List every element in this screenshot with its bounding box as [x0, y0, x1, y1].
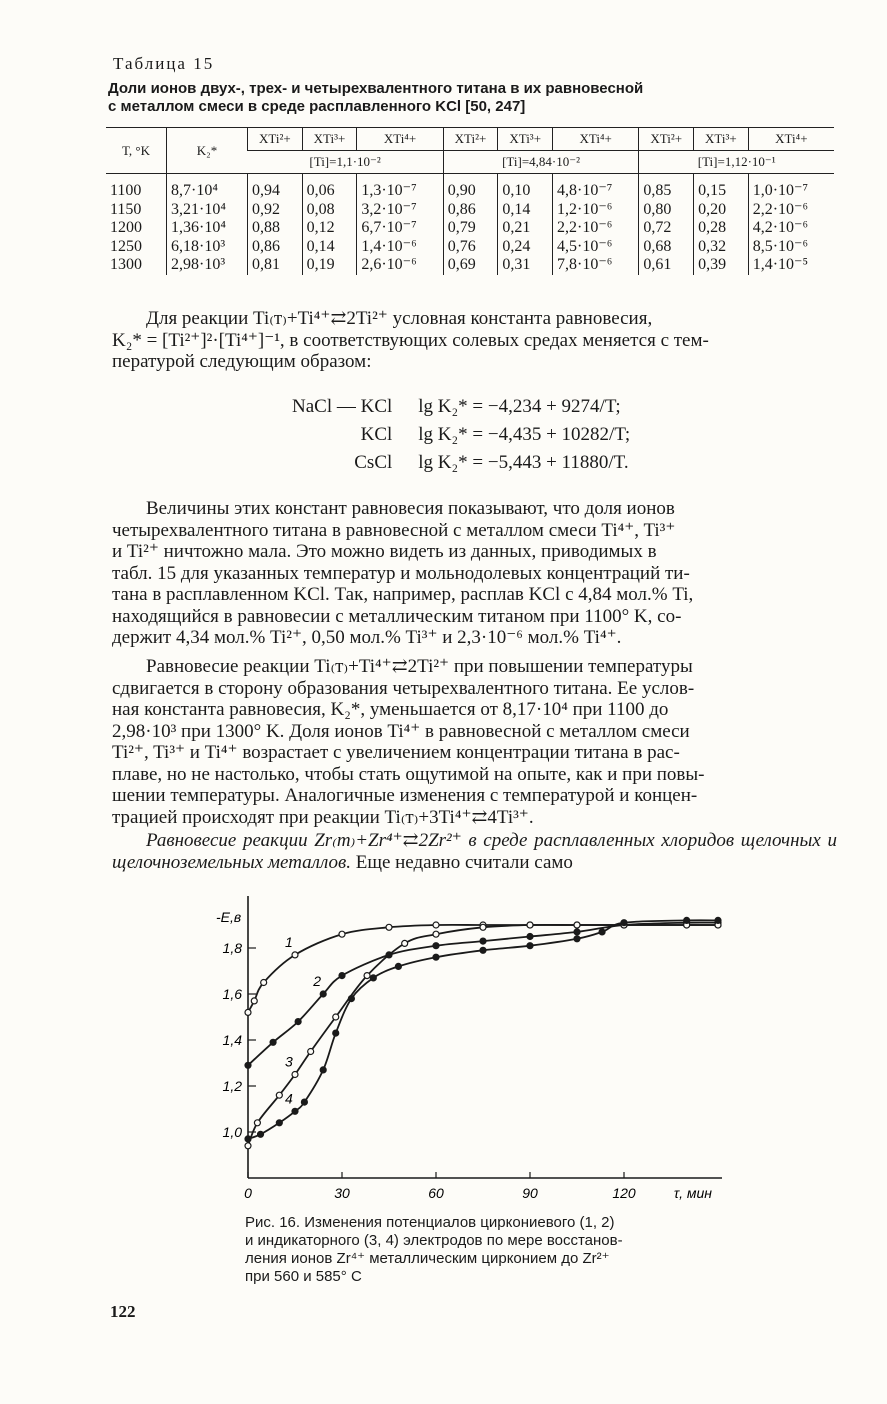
text-line: пературой следующим образом:: [112, 351, 372, 372]
table-cell: 0,80: [643, 200, 672, 218]
y-tick-label: 1,4: [222, 1032, 242, 1048]
equations: [290, 392, 648, 478]
column-header: XTi²+: [639, 128, 694, 151]
data-table: [106, 127, 834, 275]
equation: lg K₂* = −5,443 + 11880/T.: [418, 452, 629, 473]
x-tick-label: 60: [428, 1185, 444, 1201]
data-point: [527, 943, 533, 949]
text-line: плаве, но не настолько, чтобы стать ощутимой на опыте, как и при повы-: [112, 763, 705, 785]
data-point: [295, 1019, 301, 1025]
series-line-3: [248, 925, 718, 1146]
table-cell: 6,7·10⁻⁷: [361, 219, 417, 236]
table-cell: 1300: [110, 256, 142, 273]
series-label-4: 4: [285, 1090, 293, 1107]
x-tick-label: 120: [612, 1185, 636, 1201]
table-cell: 0,39: [698, 256, 727, 273]
data-point: [348, 996, 354, 1002]
x-tick-label: 30: [334, 1185, 350, 1201]
table-cell: 0,28: [698, 219, 727, 236]
table-cell: 1,36·10⁴: [171, 219, 226, 236]
table-cell: 2,98·10³: [171, 256, 226, 273]
data-point: [480, 924, 486, 930]
x-tick-label: 90: [522, 1185, 538, 1201]
table-column-values: [357, 174, 443, 275]
table-cell: 0,32: [698, 237, 727, 255]
table-cell: 1150: [110, 200, 142, 218]
data-point: [245, 1009, 251, 1015]
table-cell: 0,79: [447, 219, 476, 236]
paragraph-2: [112, 498, 837, 649]
equation-salt: NaCl — KCl: [292, 396, 393, 417]
column-header: XTi²+: [443, 128, 498, 151]
text-line: 2,98·10³ при 1300° K. Доля ионов Ti⁴⁺ в равновесной с металлом смеси: [112, 720, 690, 742]
y-tick-label: 1,6: [222, 986, 242, 1002]
data-point: [276, 1092, 282, 1098]
column-header: XTi²+: [248, 128, 303, 151]
text-line: Равновесие реакции Ti₍т₎+Ti⁴⁺⇄2Ti²⁺ при повышении температуры: [146, 656, 693, 677]
table-cell: 0,24: [502, 237, 531, 255]
table-cell: 0,85: [643, 182, 672, 199]
data-point: [276, 1120, 282, 1126]
text-line: четырехвалентного титана в равновесной с металлом смеси Ti⁴⁺, Ti³⁺: [112, 519, 676, 541]
data-point: [292, 1108, 298, 1114]
table-cell: 0,68: [643, 237, 672, 255]
text-line: трацией происходят при реакции Ti₍т₎+3Ti⁴⁺⇄4Ti³⁺.: [112, 806, 534, 828]
table-cell: 4,5·10⁻⁶: [557, 237, 613, 255]
section-heading-italic: Равновесие реакции Zr₍т₎+Zr⁴⁺⇄2Zr²⁺ в среде расплавленных хлоридов щелочных и щелочноземельных металлов.: [112, 830, 837, 873]
data-point: [258, 1131, 264, 1137]
table-cell: 0,10: [502, 182, 531, 199]
x-tick-label: 0: [244, 1185, 252, 1201]
table-cell: 0,14: [306, 237, 335, 255]
data-point: [339, 931, 345, 937]
y-axis-label: -E,в: [216, 909, 242, 925]
table-cell: 0,14: [502, 200, 531, 218]
table-cell: 8,7·10⁴: [171, 182, 218, 199]
table-column-values: [639, 174, 694, 275]
text-line: K₂* = [Ti²⁺]²·[Ti⁴⁺]⁻¹, в соответствующих солевых средах меняется с тем-: [112, 329, 709, 351]
table-cell: 0,76: [447, 237, 476, 255]
table-column-values: [106, 174, 167, 275]
data-point: [320, 991, 326, 997]
data-point: [527, 934, 533, 940]
column-header-k2: K₂*: [167, 128, 248, 174]
data-point: [574, 936, 580, 942]
column-header: XTi³+: [302, 128, 357, 151]
data-point: [292, 1072, 298, 1078]
equation-salt: CsCl: [354, 452, 393, 473]
caption-line: ления ионов Zr⁴⁺ металлическим цирконием до Zr²⁺: [245, 1250, 610, 1267]
data-point: [308, 1049, 314, 1055]
data-point: [433, 931, 439, 937]
table-cell: 1,4·10⁻⁵: [752, 256, 809, 273]
text-line: держит 4,34 мол.% Ti²⁺, 0,50 мол.% Ti³⁺ и 2,3·10⁻⁶ мол.% Ti⁴⁺.: [112, 627, 622, 648]
caption-line: и индикаторного (3, 4) электродов по мере восстанов-: [245, 1232, 623, 1249]
table-cell: 2,2·10⁻⁶: [752, 200, 809, 218]
text-line: тана в расплавленном KCl. Так, например, расплав KCl с 4,84 мол.% Ti,: [112, 584, 694, 605]
table-caption-line-1: Доли ионов двух-, трех- и четырехвалентного титана в их равновесной: [108, 80, 644, 97]
table-cell: 0,19: [306, 256, 335, 273]
table-cell: 0,06: [306, 182, 335, 199]
table-column-values: [443, 174, 498, 275]
page-number: 122: [110, 1302, 136, 1321]
group-concentration: [Ti]=4,84·10⁻²: [443, 151, 639, 174]
caption-line: при 560 и 585° C: [245, 1268, 362, 1285]
table-cell: 3,21·10⁴: [171, 200, 226, 218]
table-cell: 0,94: [252, 182, 280, 199]
table-cell: 1100: [110, 182, 142, 199]
caption-line: Рис. 16. Изменения потенциалов циркониевого (1, 2): [245, 1214, 615, 1231]
column-header: XTi⁴+: [748, 128, 834, 151]
text-line: и Ti²⁺ ничтожно мала. Это можно видеть из данных, приводимых в: [112, 541, 657, 562]
table-cell: 0,92: [252, 200, 280, 218]
y-tick-label: 1,0: [222, 1124, 242, 1140]
column-header: XTi³+: [498, 128, 553, 151]
data-point: [251, 998, 257, 1004]
data-point: [292, 952, 298, 958]
y-tick-label: 1,8: [222, 940, 242, 956]
table-cell: 0,88: [252, 219, 280, 236]
table-cell: 8,5·10⁻⁶: [752, 237, 809, 255]
equation: lg K₂* = −4,435 + 10282/T;: [418, 424, 631, 445]
table-cell: 0,20: [698, 200, 727, 218]
table-cell: 1250: [110, 237, 142, 255]
series-label-2: 2: [313, 973, 321, 989]
equation: lg K₂* = −4,234 + 9274/T;: [418, 396, 621, 417]
table-cell: 0,81: [252, 256, 280, 273]
paragraph-4-text: Еще недавно считали само: [350, 851, 573, 873]
data-point: [599, 929, 605, 935]
equation-salt: KCl: [360, 424, 393, 445]
table-cell: 2,2·10⁻⁶: [557, 219, 613, 236]
column-header: XTi³+: [694, 128, 749, 151]
series-label-3: 3: [285, 1053, 293, 1070]
data-point: [574, 922, 580, 928]
table-number: Таблица 15: [113, 54, 215, 73]
table-cell: 1,0·10⁻⁷: [752, 182, 809, 199]
table-cell: 1,2·10⁻⁶: [557, 200, 613, 218]
data-point: [574, 929, 580, 935]
data-point: [320, 1067, 326, 1073]
y-tick-label: 1,2: [222, 1078, 242, 1094]
data-point: [270, 1039, 276, 1045]
table-column-values: [748, 174, 834, 275]
data-point: [715, 917, 721, 923]
data-point: [245, 1062, 251, 1068]
text-line: Ti²⁺, Ti³⁺ и Ti⁴⁺ возрастает с увеличением концентрации титана в рас-: [112, 742, 680, 763]
data-point: [395, 963, 401, 969]
data-point: [364, 973, 370, 979]
data-point: [301, 1099, 307, 1105]
data-point: [480, 938, 486, 944]
data-point: [333, 1014, 339, 1020]
text-line: сдвигается в сторону образования четырехвалентного титана. Ее услов-: [112, 677, 695, 699]
text-line: ная константа равновесия, K₂*, уменьшается от 8,17·10⁴ при 1100 до: [112, 699, 669, 720]
group-concentration: [Ti]=1,1·10⁻²: [248, 151, 444, 174]
table-cell: 0,08: [306, 200, 335, 218]
data-point: [386, 924, 392, 930]
paragraph-4: [112, 830, 837, 873]
table-cell: 0,61: [643, 256, 672, 273]
table-cell: 0,12: [306, 219, 335, 236]
table-column-values: [498, 174, 553, 275]
table-cell: 1,4·10⁻⁶: [361, 237, 417, 255]
data-point: [527, 922, 533, 928]
table-cell: 0,86: [252, 237, 280, 255]
table-column-values: [248, 174, 303, 275]
data-point: [245, 1136, 251, 1142]
data-point: [333, 1030, 339, 1036]
paragraph-1: [112, 308, 837, 373]
data-point: [339, 973, 345, 979]
table-cell: 2,6·10⁻⁶: [361, 256, 417, 273]
data-point: [370, 975, 376, 981]
data-point: [433, 954, 439, 960]
table-caption: [108, 80, 748, 116]
text-line: табл. 15 для указанных температур и мольнодолевых концентраций ти-: [112, 562, 690, 584]
data-point: [621, 920, 627, 926]
table-cell: 0,21: [502, 219, 531, 236]
table-column-values: [167, 174, 248, 275]
table-cell: 7,8·10⁻⁶: [557, 256, 613, 273]
potential-chart: [200, 890, 740, 1210]
table-cell: 4,8·10⁻⁷: [557, 182, 613, 199]
data-point: [684, 917, 690, 923]
text-line: находящийся в равновесии с металлическим титаном при 1100° K, со-: [112, 605, 682, 627]
data-point: [433, 943, 439, 949]
table-body: [106, 174, 834, 275]
table-cell: 4,2·10⁻⁶: [752, 219, 809, 236]
paragraph-3: [112, 656, 837, 828]
table-cell: 6,18·10³: [171, 237, 226, 255]
data-point: [254, 1120, 260, 1126]
table-cell: 1200: [110, 219, 142, 236]
column-header: XTi⁴+: [553, 128, 639, 151]
table-cell: 1,3·10⁻⁷: [361, 182, 417, 199]
data-point: [480, 947, 486, 953]
table-cell: 3,2·10⁻⁷: [361, 200, 417, 218]
table-cell: 0,72: [643, 219, 672, 236]
data-point: [245, 1143, 251, 1149]
data-point: [433, 922, 439, 928]
table-column-values: [553, 174, 639, 275]
data-point: [402, 940, 408, 946]
table-cell: 0,90: [447, 182, 476, 199]
table-column-values: [302, 174, 357, 275]
table-cell: 0,31: [502, 256, 531, 273]
column-header-temperature: T, °K: [106, 128, 167, 174]
table-caption-line-2: с металлом смеси в среде расплавленного KCl [50, 247]: [108, 98, 526, 115]
table-column-values: [694, 174, 749, 275]
table-cell: 0,15: [698, 182, 727, 199]
text-line: шении температуры. Аналогичные изменения с температурой и концен-: [112, 785, 698, 806]
x-axis-label: τ, мин: [673, 1185, 712, 1201]
text-line: Величины этих констант равновесия показывают, что доля ионов: [146, 498, 675, 519]
data-point: [261, 980, 267, 986]
column-header: XTi⁴+: [357, 128, 443, 151]
table-cell: 0,69: [447, 256, 476, 273]
table-cell: 0,86: [447, 200, 476, 218]
series-label-1: 1: [285, 933, 293, 950]
group-concentration: [Ti]=1,12·10⁻¹: [639, 151, 834, 174]
text-line: Для реакции Ti₍т₎+Ti⁴⁺⇄2Ti²⁺ условная константа равновесия,: [146, 308, 653, 329]
figure-caption: [245, 1214, 705, 1286]
